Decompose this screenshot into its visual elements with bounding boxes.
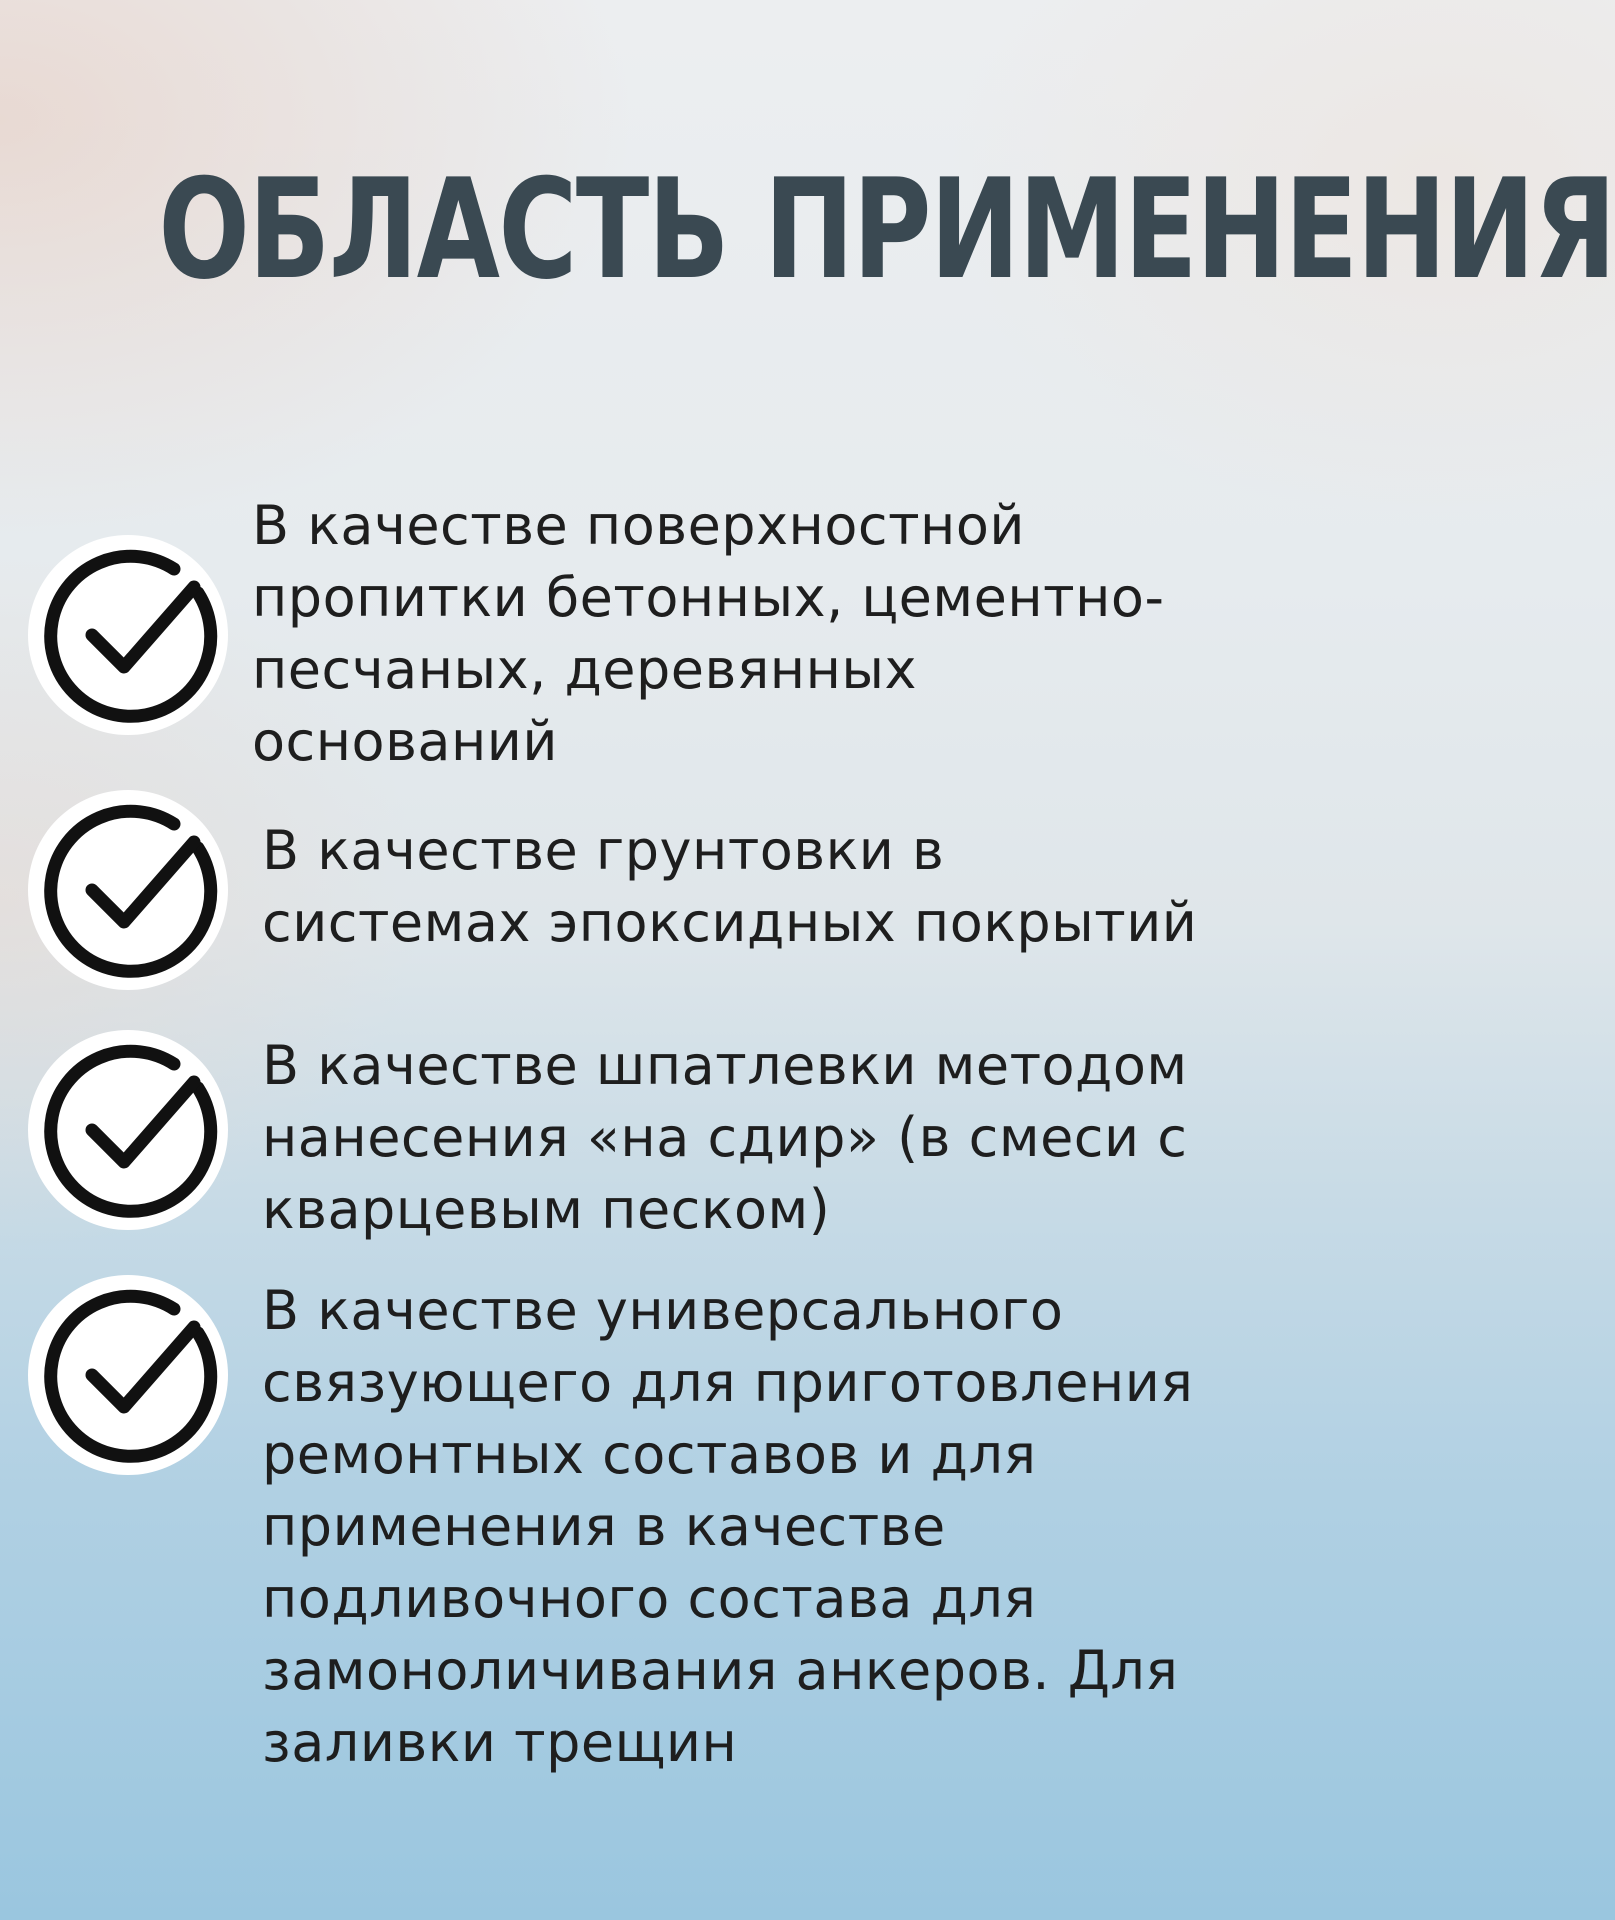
check-circle-icon: [28, 1030, 228, 1230]
check-circle-icon: [28, 1275, 228, 1475]
item-text: В качестве шпатлевки методом нанесения «на сдир» (в смеси с кварцевым песком): [262, 1034, 1188, 1241]
item-text: В качестве поверхностной пропитки бетонных, цементно- песчаных, деревянных оснований: [252, 494, 1165, 773]
page-title: ОБЛАСТЬ ПРИМЕНЕНИЯ: [158, 149, 1615, 310]
item-text: В качестве грунтовки в системах эпоксидных покрытий: [262, 819, 1198, 954]
check-circle-icon: [28, 535, 228, 735]
item-text: В качестве универсального связующего для приготовления ремонтных составов и для применения в качестве подливочного состава для замоноличивания анкеров. Для заливки трещин: [262, 1279, 1194, 1774]
check-circle-icon: [28, 790, 228, 990]
